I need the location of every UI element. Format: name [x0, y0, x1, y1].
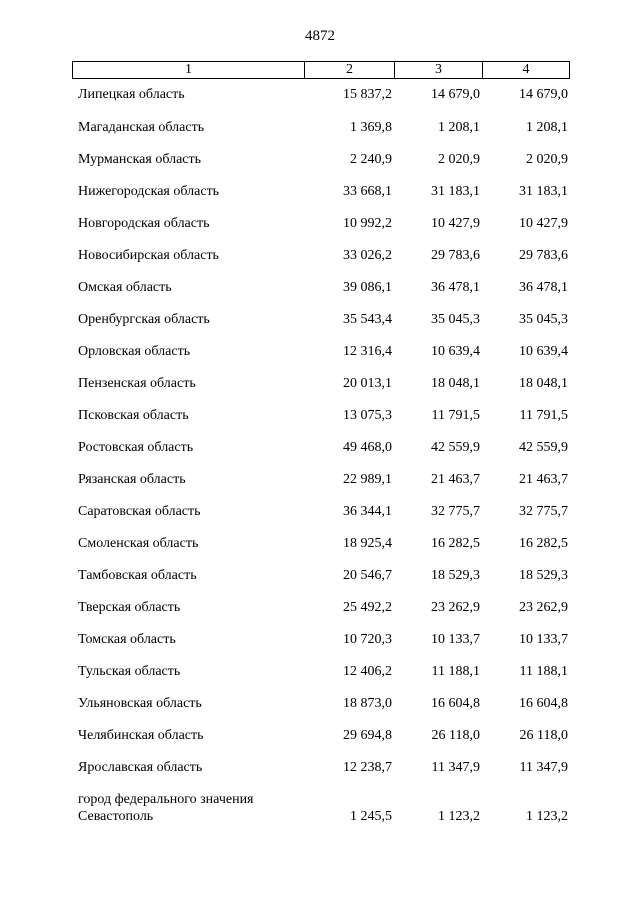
- value-col-4: 1 123,2: [526, 809, 568, 824]
- region-name: Пензенская область: [78, 376, 196, 391]
- value-col-2: 10 992,2: [343, 216, 392, 231]
- table-row: [72, 399, 570, 431]
- region-name: Ростовская область: [78, 440, 194, 455]
- value-col-3: 11 347,9: [431, 760, 480, 775]
- region-name: Мурманская область: [78, 152, 202, 167]
- value-col-2: 13 075,3: [343, 408, 392, 423]
- value-col-3: 14 679,0: [431, 87, 480, 102]
- value-col-3: 10 639,4: [431, 344, 480, 359]
- value-col-3: 23 262,9: [431, 600, 480, 615]
- value-col-3: 2 020,9: [438, 152, 480, 167]
- value-col-4: 18 048,1: [519, 376, 568, 391]
- value-col-2: 25 492,2: [343, 600, 392, 615]
- region-name: Челябинская область: [78, 728, 204, 743]
- region-name: Оренбургская область: [78, 312, 210, 327]
- value-col-4: 35 045,3: [519, 312, 568, 327]
- table-row: [72, 143, 570, 175]
- value-col-2: 2 240,9: [350, 152, 392, 167]
- value-col-4: 42 559,9: [519, 440, 568, 455]
- value-col-2: 20 013,1: [343, 376, 392, 391]
- region-name: Новосибирская область: [78, 248, 219, 263]
- table-row: [72, 527, 570, 559]
- region-name: город федерального значения Севастополь: [78, 792, 254, 824]
- value-col-3: 42 559,9: [431, 440, 480, 455]
- table-row: [72, 207, 570, 239]
- value-col-3: 11 791,5: [431, 408, 480, 423]
- table-row: [72, 79, 570, 111]
- column-header-1: 1: [73, 62, 305, 78]
- value-col-2: 35 543,4: [343, 312, 392, 327]
- value-col-4: 1 208,1: [526, 120, 568, 135]
- value-col-2: 36 344,1: [343, 504, 392, 519]
- region-name: Рязанская область: [78, 472, 186, 487]
- value-col-4: 21 463,7: [519, 472, 568, 487]
- value-col-2: 12 316,4: [343, 344, 392, 359]
- table-row: [72, 591, 570, 623]
- table-row: [72, 655, 570, 687]
- table-row: [72, 431, 570, 463]
- value-col-2: 22 989,1: [343, 472, 392, 487]
- value-col-4: 23 262,9: [519, 600, 568, 615]
- value-col-2: 10 720,3: [343, 632, 392, 647]
- value-col-3: 18 048,1: [431, 376, 480, 391]
- table-row: [72, 239, 570, 271]
- value-col-3: 1 123,2: [438, 809, 480, 824]
- page-number: 4872: [305, 28, 335, 44]
- value-col-4: 2 020,9: [526, 152, 568, 167]
- column-header-3: 3: [395, 62, 483, 78]
- value-col-3: 10 427,9: [431, 216, 480, 231]
- table-row: [72, 303, 570, 335]
- value-col-4: 16 282,5: [519, 536, 568, 551]
- value-col-4: 16 604,8: [519, 696, 568, 711]
- table-row: [72, 623, 570, 655]
- value-col-4: 32 775,7: [519, 504, 568, 519]
- value-col-3: 31 183,1: [431, 184, 480, 199]
- region-name: Новгородская область: [78, 216, 210, 231]
- region-name: Тверская область: [78, 600, 181, 615]
- value-col-2: 33 026,2: [343, 248, 392, 263]
- region-name: Саратовская область: [78, 504, 201, 519]
- value-col-2: 12 406,2: [343, 664, 392, 679]
- region-name: Псковская область: [78, 408, 189, 423]
- column-header-4: 4: [522, 62, 530, 77]
- value-col-3: 26 118,0: [431, 728, 480, 743]
- value-col-4: 36 478,1: [519, 280, 568, 295]
- value-col-2: 18 873,0: [343, 696, 392, 711]
- region-name: Ульяновская область: [78, 696, 202, 711]
- region-name: Магаданская область: [78, 120, 205, 135]
- value-col-4: 10 133,7: [519, 632, 568, 647]
- table-row: [72, 687, 570, 719]
- value-col-4: 31 183,1: [519, 184, 568, 199]
- value-col-2: 1 369,8: [350, 120, 392, 135]
- region-name: Липецкая область: [78, 87, 185, 102]
- value-col-4: 10 427,9: [519, 216, 568, 231]
- region-name: Орловская область: [78, 344, 191, 359]
- value-col-3: 32 775,7: [431, 504, 480, 519]
- table-row: [72, 495, 570, 527]
- value-col-2: 29 694,8: [343, 728, 392, 743]
- value-col-3: 1 208,1: [438, 120, 480, 135]
- column-header-2: 2: [305, 62, 395, 78]
- value-col-4: 29 783,6: [519, 248, 568, 263]
- data-table: [72, 61, 570, 823]
- value-col-3: 36 478,1: [431, 280, 480, 295]
- value-col-2: 49 468,0: [343, 440, 392, 455]
- value-col-3: 21 463,7: [431, 472, 480, 487]
- value-col-2: 39 086,1: [343, 280, 392, 295]
- value-col-3: 16 282,5: [431, 536, 480, 551]
- region-name: Смоленская область: [78, 536, 199, 551]
- value-col-3: 10 133,7: [431, 632, 480, 647]
- table-row: [72, 783, 570, 823]
- table-row: [72, 463, 570, 495]
- value-col-3: 18 529,3: [431, 568, 480, 583]
- value-col-4: 11 347,9: [519, 760, 568, 775]
- table-row: [72, 751, 570, 783]
- value-col-2: 1 245,5: [350, 809, 392, 824]
- table-header: [72, 61, 570, 79]
- value-col-3: 16 604,8: [431, 696, 480, 711]
- table-row: [72, 367, 570, 399]
- value-col-4: 14 679,0: [519, 87, 568, 102]
- region-name: Ярославская область: [78, 760, 203, 775]
- value-col-4: 11 188,1: [519, 664, 568, 679]
- region-name: Тульская область: [78, 664, 181, 679]
- region-name: Омская область: [78, 280, 172, 295]
- value-col-4: 26 118,0: [519, 728, 568, 743]
- table-row: [72, 719, 570, 751]
- table-row: [72, 335, 570, 367]
- value-col-4: 18 529,3: [519, 568, 568, 583]
- value-col-3: 29 783,6: [431, 248, 480, 263]
- value-col-2: 20 546,7: [343, 568, 392, 583]
- region-name: Томская область: [78, 632, 176, 647]
- value-col-2: 12 238,7: [343, 760, 392, 775]
- value-col-4: 10 639,4: [519, 344, 568, 359]
- table-row: [72, 271, 570, 303]
- value-col-2: 15 837,2: [343, 87, 392, 102]
- value-col-2: 18 925,4: [343, 536, 392, 551]
- value-col-3: 11 188,1: [431, 664, 480, 679]
- table-row: [72, 559, 570, 591]
- region-name: Нижегородская область: [78, 184, 220, 199]
- value-col-2: 33 668,1: [343, 184, 392, 199]
- table-row: [72, 175, 570, 207]
- table-row: [72, 111, 570, 143]
- value-col-3: 35 045,3: [431, 312, 480, 327]
- value-col-4: 11 791,5: [519, 408, 568, 423]
- region-name: Тамбовская область: [78, 568, 197, 583]
